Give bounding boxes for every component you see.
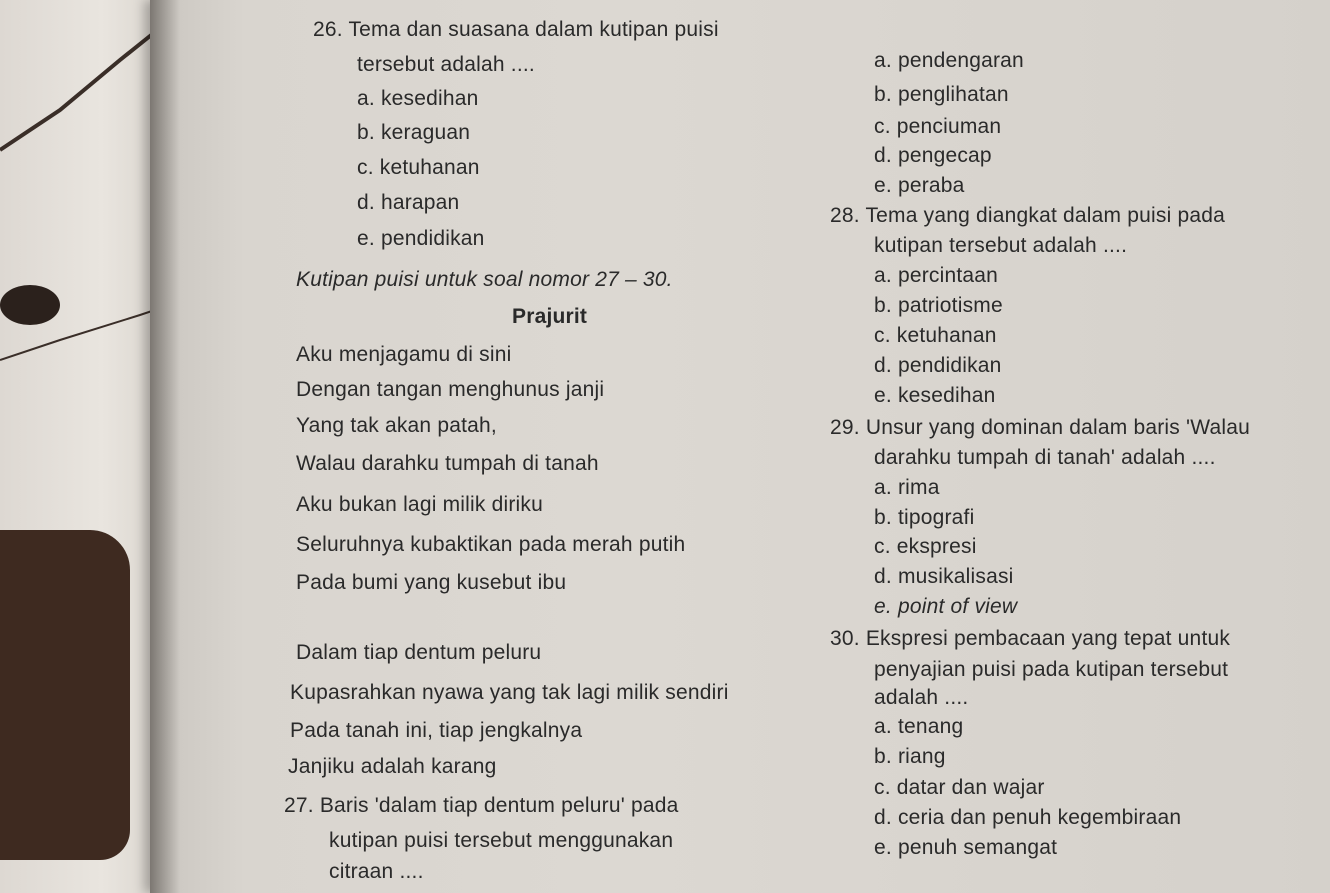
- q27-option-c: c. penciuman: [874, 115, 1002, 138]
- q30-stem-line3: adalah ....: [874, 686, 969, 709]
- poem-line: Yang tak akan patah,: [296, 414, 497, 437]
- q28-stem-line2: kutipan tersebut adalah ....: [874, 234, 1128, 257]
- q29-stem-line2: darahku tumpah di tanah' adalah ....: [874, 446, 1216, 469]
- q26-option-a: a. kesedihan: [357, 87, 479, 110]
- page-edge-shadow: [150, 0, 180, 893]
- q30-option-b: b. riang: [874, 745, 946, 768]
- poem-line: Dalam tiap dentum peluru: [296, 641, 542, 664]
- q29-stem-line1: 29. Unsur yang dominan dalam baris 'Walau: [830, 416, 1250, 439]
- q28-stem-line1: 28. Tema yang diangkat dalam puisi pada: [830, 204, 1226, 227]
- poem-line: Seluruhnya kubaktikan pada merah putih: [296, 533, 686, 556]
- q27-option-a: a. pendengaran: [874, 49, 1024, 72]
- q26-option-c: c. ketuhanan: [357, 156, 480, 179]
- q29-option-d: d. musikalisasi: [874, 565, 1014, 588]
- q29-option-e: e. point of view: [874, 595, 1018, 618]
- poem-line: Janjiku adalah karang: [288, 755, 497, 778]
- q30-option-a: a. tenang: [874, 715, 964, 738]
- q29-option-a: a. rima: [874, 476, 940, 499]
- poem-line: Aku menjagamu di sini: [296, 343, 512, 366]
- q26-stem-line1: 26. Tema dan suasana dalam kutipan puisi: [313, 18, 719, 41]
- q28-option-a: a. percintaan: [874, 264, 999, 287]
- q27-stem-line2: [329, 829, 774, 853]
- poem-line: Pada tanah ini, tiap jengkalnya: [290, 719, 583, 742]
- q26-option-b: b. keraguan: [357, 121, 471, 144]
- q26-option-e: e. pendidikan: [357, 227, 485, 250]
- q27-stem-line1: 27. Baris 'dalam tiap dentum peluru' pada: [284, 794, 679, 817]
- q27-option-d: d. pengecap: [874, 144, 992, 167]
- q28-option-b: b. patriotisme: [874, 294, 1003, 317]
- q27-option-b: b. penglihatan: [874, 83, 1009, 106]
- q28-option-c: c. ketuhanan: [874, 324, 997, 347]
- poem-intro: Kutipan puisi untuk soal nomor 27 – 30.: [296, 268, 673, 291]
- q27-stem-line2-text: kutipan puisi tersebut menggunakan: [329, 829, 674, 852]
- q28-option-d: d. pendidikan: [874, 354, 1002, 377]
- q30-option-e: e. penuh semangat: [874, 836, 1058, 859]
- poem-line: Walau darahku tumpah di tanah: [296, 452, 599, 475]
- poem-line: Kupasrahkan nyawa yang tak lagi milik sendiri: [290, 681, 729, 704]
- q29-option-c: c. ekspresi: [874, 535, 977, 558]
- poem-line: Dengan tangan menghunus janji: [296, 378, 605, 401]
- q30-option-d: d. ceria dan penuh kegembiraan: [874, 806, 1182, 829]
- background-crack-lines: [0, 0, 170, 893]
- q30-stem-line1: 30. Ekspresi pembacaan yang tepat untuk: [830, 627, 1231, 650]
- q26-option-d: d. harapan: [357, 191, 460, 214]
- q26-stem-line2: tersebut adalah ....: [357, 53, 535, 76]
- q30-stem-line2: penyajian puisi pada kutipan tersebut: [874, 658, 1229, 681]
- q30-option-c: c. datar dan wajar: [874, 776, 1045, 799]
- q27-option-e: e. peraba: [874, 174, 965, 197]
- q28-option-e: e. kesedihan: [874, 384, 996, 407]
- poem-line: Pada bumi yang kusebut ibu: [296, 571, 567, 594]
- poem-line: Aku bukan lagi milik diriku: [296, 493, 544, 516]
- poem-title: Prajurit: [512, 305, 588, 328]
- q29-option-b: b. tipografi: [874, 506, 975, 529]
- q27-stem-line3: citraan ....: [329, 860, 424, 883]
